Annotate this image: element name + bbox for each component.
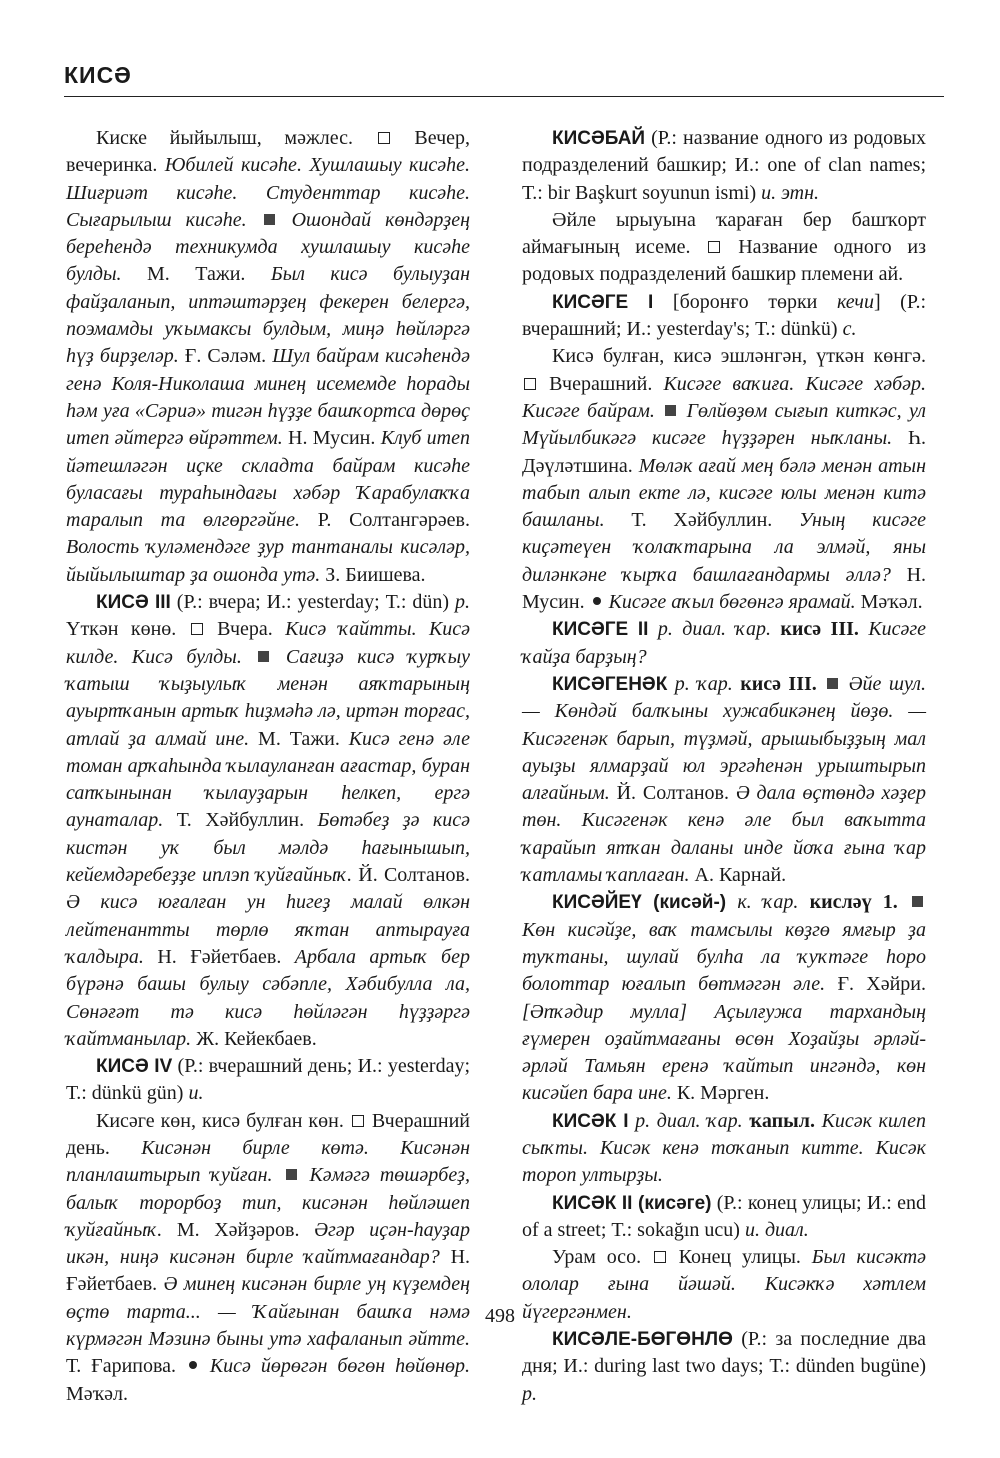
entry-kisege-1: КИСӘГЕ I [боронғо төрки кечи] (Р.: вчерашний; И.: yesterday's; Т.: dünkü) с. [522, 290, 927, 341]
entry-kisek-2-body: Урам осо. Конец улицы. Был кисәктә ололар ғына йәшәй. Кисәкҡә хәтлем йүгергәнмен. [522, 1246, 927, 1323]
headword: КИСӘГЕ II [552, 619, 649, 641]
entry-kisege-1-body: Кисә булған, кисә эшләнгән, үткән көнгә. Вчерашний. Кисәге ваҡиға. Кисәге хәбәр. Кисәге байрам. Гөлйөҙөм сығып киткәс, ул Мүйылбикәгә кисәге һүҙҙәрен ныҡланы. Һ. Дәүләтшина. Мөләк ағай мең бәлә менән атын табып алып екте лә, кисәге юлы менән китә башланы. Т. Хәйбуллин. Уның кисәге киҫәтеүен ҡолаҡтарына ла элмәй, яны диләнкәне ҡырҡа башлағандармы әллә? Н. Мусин. Кисәге аҡыл бөгөнгә ярамай. Мәҡәл. [522, 345, 927, 614]
headword: КИСӘГЕНӘК [552, 673, 668, 695]
entry-kise-4: КИСӘ IV (Р.: вчерашний день; И.: yesterday; Т.: dünkü gün) и. [66, 1055, 471, 1105]
headword: КИСӘК I [552, 1110, 629, 1132]
running-head: КИСӘ [64, 62, 132, 88]
entry-kise-4-body: Кисәге көн, кисә булған көн. Вчерашний день. Кисәнән бирле көтә. Кисәнән планлаштырып ҡуйған. Кәмәгә төшәрбеҙ, балыҡ торорбоҙ тип, кисәнән һөйләшеп ҡуйғайныҡ. М. Хәйҙәров. Әгәр иҫән-һауҙар икән, ниңә кисәнән бирле ҡайтмағандар? Н. Ғәйетбаев. Ә минең кисәнән бирле уң күҙемдең өҫтө тарта... — Ҡайғынан башҡа нәмә күрмәгән Мәзинә быны утә хафаланып әйтте. Т. Ғарипова. Кисә йөрөгән бөгөн һөйөнөр. Мәҡәл. [66, 1109, 471, 1405]
page-header [64, 62, 944, 89]
russian-marker-icon [352, 1115, 364, 1127]
left-column [66, 125, 470, 1408]
entry-kisegenek: КИСӘГЕНӘК р. ҡар. кисә III. Әйе шул. — Көндәй балҡыны хужабикәнең йөҙө. — Кисәгенәк барып, түҙмәй, арышыбыҙҙың мал ауыҙы ялмарҙай юл эргәһенән урыштырып алғайным. Й. Солтанов. Ә дала өҫтөндә хәҙер төн. Кисәгенәк кенә әле был ваҡытта ҡарайып ятҡан даланы инде йоҡа ғына ҡар ҡатламы ҡаплаған. А. Карнай. [522, 672, 927, 887]
example-marker-icon [286, 1169, 297, 1180]
proverb-marker-icon [189, 1361, 197, 1369]
headword: КИСӘБАЙ [552, 128, 646, 149]
russian-marker-icon [524, 378, 536, 390]
russian-marker-icon [191, 623, 203, 635]
entry-kisek-2: КИСӘК II (кисәге) (Р.: конец улицы; И.: end of a street; Т.: sokağın ucu) и. диал. [522, 1191, 926, 1241]
example-marker-icon [827, 678, 838, 689]
headword: КИСӘ III [96, 592, 171, 614]
russian-marker-icon [654, 1251, 666, 1263]
headword: КИСӘГЕ I [552, 291, 654, 313]
russian-marker-icon [378, 132, 390, 144]
entry-kisege-2: КИСӘГЕ II р. диал. ҡар. кисә III. Кисәге ҡайҙа барҙың? [522, 618, 927, 668]
right-column [522, 125, 926, 1408]
headword: КИСӘК II (кисәге) [552, 1192, 712, 1214]
headword: КИСӘЙЕҮ (кисәй-) [552, 892, 727, 914]
entry-kisek-1: КИСӘК I р. диал. ҡар. ҡапыл. Кисәк килеп сыҡты. Кисәк кенә тоҡанып китте. Кисәк тороп ултырҙы. [522, 1109, 927, 1187]
entry-kise-continued: Киске йыйылыш, мәжлес. Вечер, вечеринка. Юбилей кисәһе. Хушлашыу кисәһе. Шиғриәт кисәһе. Студенттар кисәһе. Сығарылыш кисәһе. Ошондай көндәрҙең береһендә техникумда хушлашыу кисәһе булды. М. Тажи. Был кисә булыуҙан файҙаланып, иптәштәрҙең фекерен белергә, поэмамды уҡымаксы булдым, миңә һөйләргә һүҙ бирҙеләр. Ғ. Сәләм. Шул байрам кисәһендә генә Коля-Николаша минең исемемде һорады һәм уға «Сәриә» тигән һүҙҙе башҡортса дөрөҫ итеп әйтергә өйрәттем. Н. Мусин. Клуб итеп йәтешләгән иҫке складта байрам кисәһе буласағы тураһындағы хәбәр Ҡарабулаҡҡа таралып та өлгөргәйне. Р. Солтангәрәев. Волость ҡуләмендәге ҙур тантаналы кисәләр, йыйылыштар ҙа ошонда утә. З. Биишева. [66, 127, 471, 586]
russian-marker-icon [708, 241, 720, 253]
header-rule [64, 96, 944, 97]
entry-kisebay: КИСӘБАЙ (Р.: название одного из родовых подразделений башкир; И.: one of clan names; Т.: bir Başkurt soyunun ismi) и. этн. [522, 127, 926, 204]
entry-kisele-bogonlo: КИСӘЛЕ-БӨГӨНЛӨ (Р.: за последние два дня; И.: during last two days; Т.: dünden bugüne) р. [522, 1328, 927, 1405]
entry-kise-3: КИСӘ III (Р.: вчера; И.: yesterday; Т.: dün) р. Үткән көнө. Вчера. Кисә ҡайтты. Кисә килде. Кисә булды. Сағиҙә кисә ҡурҡыу ҡатыш ҡыҙыулыҡ менән аяҡтарының ауыртҡанын артыҡ һиҙмәһә лә, иртән торғас, атлай ҙа алмай ине. М. Тажи. Кисә генә әле томан арҡаһында ҡылауланған ағастар, буран сапҡынынан ҡылауҙарын һелкеп, ергә аунаталар. Т. Хәйбуллин. Бөтәбеҙ ҙә кисә кистән уҡ был мәлдә һағынышып, кейемдәребеҙҙе иплэп ҡуйғайныҡ. Й. Солтанов. Ә кисә юғалған ун һигеҙ малай өлкән лейтенантты төрлө яҡтан аптырауға ҡалдыра. Н. Ғәйетбаев. Арбала артыҡ бер бүрәнә башы булыу сәбәпле, Хәбибулла ла, Сөнәғәт тә кисә һөйләгән һүҙҙәргә ҡайтманылар. Ж. Кейекбаев. [66, 591, 471, 1050]
headword: КИСӘЛЕ-БӨГӨНЛӨ [552, 1329, 733, 1351]
example-marker-icon [912, 896, 923, 907]
example-marker-icon [665, 405, 676, 416]
headword: КИСӘ IV [96, 1056, 173, 1078]
example-marker-icon [258, 651, 269, 662]
proverb-marker-icon [593, 597, 601, 605]
entry-kiseyeu: КИСӘЙЕҮ (кисәй-) к. ҡар. кисләү 1. Көн кисәйҙе, ваҡ тамсылы көҙгө ямғыр ҙа туҡтаны, шулай булһа ла ҡуҡтәге һоро болоттар юғалып бөтмәгән әле. Ғ. Хәйри. [Әпҡәдир мулла] Аҫылғужа тархандың ғүмерен оҙайтмағаны өсөн Хоҙайҙы әрләй-әрләй Тамьян еренә ҡайтып ингәндә, көн кисәйеп бара ине. К. Мәрген. [522, 891, 927, 1105]
page-number: 498 [485, 1305, 515, 1327]
entry-kisebay-body: Әйле ырыуына ҡараған бер башҡорт аймағының исеме. Название одного из родовых подразделений башкир племени ай. [522, 208, 927, 286]
example-marker-icon [264, 214, 275, 225]
